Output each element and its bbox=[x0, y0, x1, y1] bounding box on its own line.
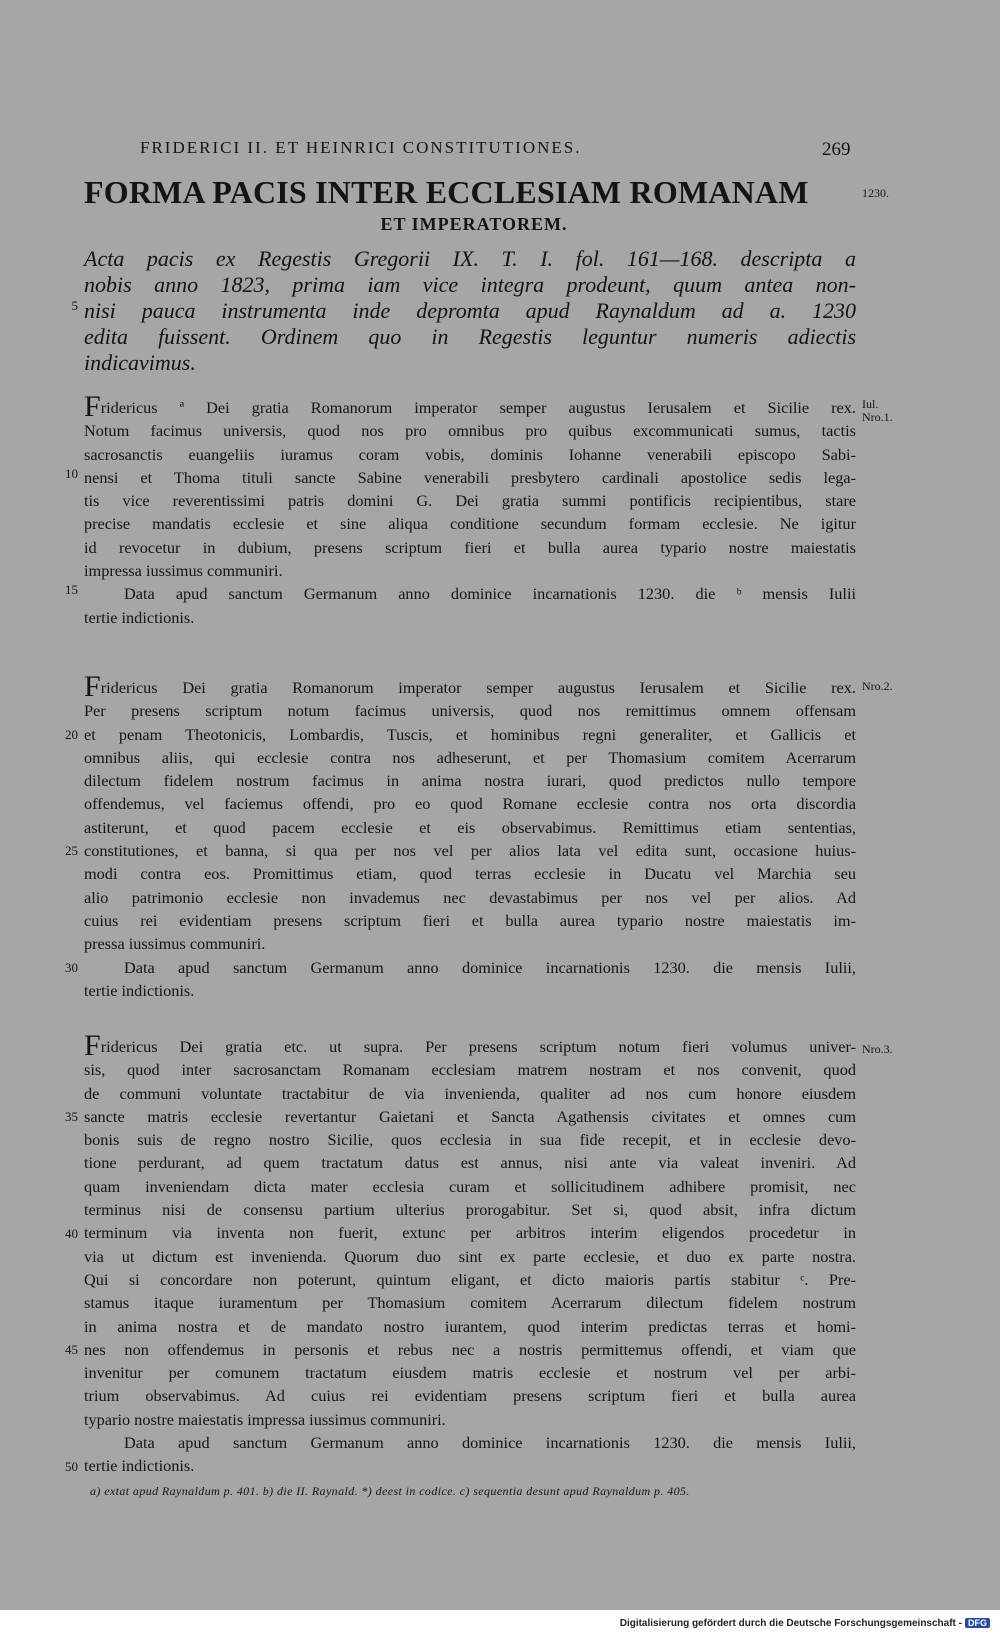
text-line: nensi et Thoma tituli sancte Sabine venerabili presbytero cardinali apostolice sedis lega- bbox=[84, 467, 856, 487]
text-line: precise mandatis ecclesie et sine aliqua conditione secundum formam ecclesie. Ne igitur bbox=[84, 514, 856, 534]
text-line: de communi voluntate tractabitur de via invenienda, qualiter ad nos cum honore eiusdem bbox=[84, 1083, 856, 1103]
initial-letter: F bbox=[84, 1029, 101, 1062]
text-line: quam inveniendam dicta mater ecclesia curam et sollicitudinem adhibere promisit, nec bbox=[84, 1176, 856, 1196]
text-line: terminum via inventa non fuerit, extunc per arbitros interim eligendos procedetur in bbox=[84, 1223, 856, 1243]
page-number: 269 bbox=[822, 139, 851, 160]
intro-line: Acta pacis ex Regestis Gregorii IX. T. I. fol. 161—168. descripta a bbox=[84, 246, 856, 271]
text-line: impressa iussimus communiri. bbox=[84, 561, 283, 581]
text-line: omnibus aliis, qui ecclesie contra nos adheserunt, et per Thomasium comitem Acerrarum bbox=[84, 747, 856, 767]
text-line: pressa iussimus communiri. bbox=[84, 934, 266, 954]
text-line: stamus itaque iuramentum per Thomasium comitem Acerrarum dilectum fidelem nostrum bbox=[84, 1293, 856, 1313]
margin-number-2: Nro.2. bbox=[862, 679, 893, 693]
text-line: tione perdurant, ad quem tractatum datus est annus, nisi ante via valeat inveniri. Ad bbox=[84, 1153, 856, 1173]
text-line: in anima nostra et de mandato nostro iurantem, quod interim predictas terras et homi- bbox=[84, 1316, 856, 1336]
footnotes: a) extat apud Raynaldum p. 401. b) die II. Raynald. *) deest in codice. c) sequentia desunt apud Raynaldum p. 405. bbox=[90, 1484, 690, 1498]
text-line: cuius rei evidentiam presens scriptum fieri et bulla aurea typario nostre maiestatis im- bbox=[84, 910, 856, 930]
text-line: sancte matris ecclesie revertantur Gaietani et Sancta Agathensis civitates et omnes cum bbox=[84, 1106, 856, 1126]
text-line: Data apud sanctum Germanum anno dominice incarnationis 1230. die mensis Iulii, bbox=[124, 1433, 856, 1453]
text-line: terminus nisi de consensu partium ulterius prorogabitur. Set si, quod absit, infra dictum bbox=[84, 1200, 856, 1220]
initial-letter: F bbox=[84, 390, 101, 423]
text-line: typario nostre maiestatis impressa iussimus communiri. bbox=[84, 1409, 446, 1429]
text-line: Data apud sanctum Germanum anno dominice incarnationis 1230. die ᵇ mensis Iulii bbox=[124, 584, 856, 604]
intro-line: nobis anno 1823, prima iam vice integra prodeunt, quum antea non- bbox=[84, 272, 856, 297]
running-header: FRIDERICI II. ET HEINRICI CONSTITUTIONES. bbox=[140, 138, 582, 157]
text-line: via ut dictum est invenienda. Quorum duo sint ex parte ecclesie, et duo ex parte nostra. bbox=[84, 1246, 856, 1266]
credit-text: Digitalisierung gefördert durch die Deutsche Forschungsgemeinschaft - bbox=[619, 1618, 962, 1629]
line-number: 10 bbox=[65, 466, 78, 481]
intro-line: indicavimus. bbox=[84, 350, 196, 375]
text-line: tertie indictionis. bbox=[84, 1456, 195, 1476]
text-line: alio patrimonio ecclesie non invademus nec devastabimus per nos vel per alios. Ad bbox=[84, 887, 856, 907]
intro-line: edita fuissent. Ordinem quo in Regestis leguntur numeris adiectis bbox=[84, 324, 856, 349]
document-title: FORMA PACIS INTER ECCLESIAM ROMANAM bbox=[84, 174, 809, 210]
line-number: 40 bbox=[65, 1226, 78, 1241]
margin-month: Iul. bbox=[862, 397, 879, 411]
charter-3 bbox=[84, 1029, 856, 1478]
line-number: 5 bbox=[71, 298, 78, 313]
text-line: astiterunt, et quod pacem ecclesie et eis observabimus. Remittimus etiam sententias, bbox=[84, 817, 856, 837]
text-line: tertie indictionis. bbox=[84, 607, 195, 627]
text-line: Per presens scriptum notum facimus universis, quod nos remittimus omnem offensam bbox=[84, 701, 856, 721]
text-line: sacrosanctis euangeliis iuramus coram vobis, dominis Iohanne venerabili episcopo Sabi- bbox=[84, 444, 856, 464]
text-line: trium observabimus. Ad cuius rei evidentiam presens scriptum fieri et bulla aurea bbox=[84, 1386, 856, 1406]
margin-number-3: Nro.3. bbox=[862, 1042, 893, 1056]
text-line: Notum facimus universis, quod nos pro omnibus pro quibus excommunicati sumus, tactis bbox=[84, 421, 856, 441]
text-line: tertie indictionis. bbox=[84, 980, 195, 1000]
text-line: ridericus Dei gratia Romanorum imperator semper augustus Ierusalem et Sicilie rex. bbox=[100, 678, 856, 697]
document-subtitle: ET IMPERATOREM. bbox=[380, 214, 568, 234]
text-line: dilectum fidelem nostrum facimus in anima nostra iurari, quod predictos nullo tempore bbox=[84, 771, 856, 791]
text-line: Qui si concordare non poterunt, quintum eligant, et dicto maioris partis stabitur ᶜ. Pre- bbox=[84, 1269, 856, 1289]
text-line: invenitur per comunem tractatum eiusdem matris ecclesie et nostrum vel per arbi- bbox=[84, 1363, 856, 1383]
text-line: ridericus ª Dei gratia Romanorum imperator semper augustus Ierusalem et Sicilie rex. bbox=[100, 398, 856, 417]
intro-line: nisi pauca instrumenta inde depromta apud Raynaldum ad a. 1230 bbox=[84, 298, 856, 323]
text-line: bonis suis de regno nostro Sicilie, quos ecclesia in sua fide recepit, et in ecclesie devo- bbox=[84, 1130, 856, 1150]
editorial-introduction bbox=[84, 246, 856, 376]
margin-number-1: Nro.1. bbox=[862, 410, 893, 424]
text-line: Data apud sanctum Germanum anno dominice incarnationis 1230. die mensis Iulii, bbox=[124, 957, 856, 977]
line-number: 50 bbox=[65, 1459, 78, 1474]
margin-year: 1230. bbox=[862, 186, 889, 200]
text-line: constitutiones, et banna, si qua per nos vel per alios lata vel edita sunt, occasione huius- bbox=[84, 841, 856, 861]
text-line: tis vice reverentissimi patris domini G. Dei gratia summi pontificis recipientibus, stare bbox=[84, 491, 856, 511]
digitization-credit bbox=[620, 1618, 990, 1629]
text-line: offendemus, vel faciemus offendi, pro eo quod Romane ecclesie contra nos orta discordia bbox=[84, 794, 856, 814]
text-line: id revocetur in dubium, presens scriptum fieri et bulla aurea typario nostre maiestatis bbox=[84, 537, 856, 557]
line-number: 15 bbox=[65, 582, 78, 597]
charter-1 bbox=[84, 390, 856, 629]
text-line: nes non offendemus in personis et rebus nec a nostris permittemus offendi, et viam que bbox=[84, 1339, 856, 1359]
line-number: 25 bbox=[65, 843, 78, 858]
text-line: et penam Theotonicis, Lombardis, Tuscis, et hominibus regni generaliter, et Gallicis et bbox=[84, 724, 856, 744]
initial-letter: F bbox=[84, 670, 101, 703]
charter-2 bbox=[84, 670, 856, 1002]
line-number: 30 bbox=[65, 960, 78, 975]
text-line: ridericus Dei gratia etc. ut supra. Per presens scriptum notum fieri volumus univer- bbox=[100, 1037, 856, 1056]
text-line: modi contra eos. Promittimus etiam, quod terras ecclesie in Ducatu vel Marchia seu bbox=[84, 864, 856, 884]
line-number: 20 bbox=[65, 727, 78, 742]
text-line: sis, quod inter sacrosanctam Romanam ecclesiam matrem nostram et nos convenit, quod bbox=[84, 1060, 856, 1080]
dfg-logo: DFG bbox=[965, 1618, 990, 1628]
line-number: 35 bbox=[65, 1109, 78, 1124]
line-number: 45 bbox=[65, 1342, 78, 1357]
